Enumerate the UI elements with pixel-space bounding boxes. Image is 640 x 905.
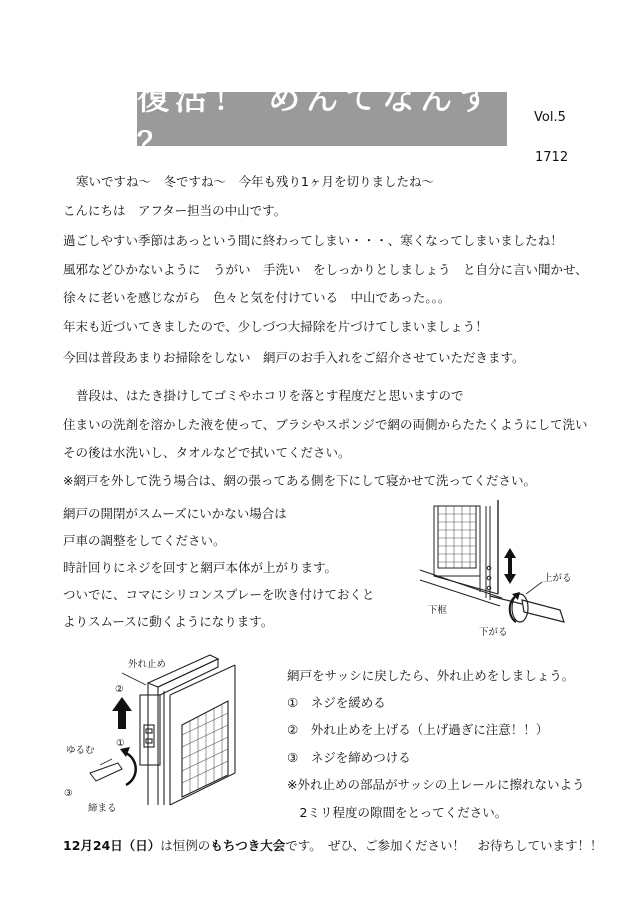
intro-line-1: 寒いですね～ 冬ですね～ 今年も残り1ヶ月を切りましたね～ xyxy=(76,174,434,189)
step1-marker: ① xyxy=(116,738,125,749)
page-title: 復活！ めんてなんす ？ xyxy=(137,79,497,163)
frame-label: 下框 xyxy=(428,605,448,616)
roller-adjustment-figure xyxy=(420,500,620,640)
stopper-note-1: ※外れ止めの部品がサッシの上レールに擦れないよう xyxy=(287,777,585,792)
issue-number: 1712 xyxy=(535,150,569,165)
roller-line-5: よりスムースに動くようになります。 xyxy=(63,614,274,629)
roller-line-3: 時計回りにネジを回すと網戸本体が上がります。 xyxy=(63,560,338,575)
cleaning-line-3: その後は水洗いし、タオルなどで拭いてください。 xyxy=(63,445,351,460)
roller-line-4: ついでに、コマにシリコンスプレーを吹き付けておくと xyxy=(63,587,375,602)
down-label: 下がる xyxy=(479,627,508,638)
year-end-line: 年末も近づいてきましたので、少しづつ大掃除を片づけてしまいましょう！ xyxy=(63,319,488,334)
volume-label: Vol.5 xyxy=(534,110,566,125)
title-banner xyxy=(137,79,507,163)
step3-marker: ③ xyxy=(64,788,73,799)
stopper-step-3: ③ ネジを締めつける xyxy=(287,750,411,765)
footer-text-2: です。 ぜひ、ご参加ください！ お待ちしています！！ xyxy=(285,838,603,853)
intro-line-3: 過ごしやすい季節はあっという間に終わってしまい・・・、寒くなってしまいましたね！ xyxy=(63,233,563,248)
cleaning-line-1: 普段は、はたき掛けしてゴミやホコリを落とす程度だと思いますので xyxy=(76,388,464,403)
footer-text-1: は恒例の xyxy=(160,838,211,853)
intro-line-2: こんにちは アフター担当の中山です。 xyxy=(63,203,287,218)
cleaning-line-4: ※網戸を外して洗う場合は、網の張ってある側を下にして寝かせて洗ってください。 xyxy=(63,473,536,488)
roller-line-1: 網戸の開閉がスムーズにいかない場合は xyxy=(63,506,287,521)
stopper-figure xyxy=(60,655,240,815)
stopper-note-2: 2ミリ程度の隙間をとってください。 xyxy=(287,805,508,820)
intro-line-5: 徐々に老いを感じながら 色々と気を付けている 中山であった。。。 xyxy=(63,290,451,305)
up-label: 上がる xyxy=(543,573,572,584)
topic-line: 今回は普段あまりお掃除をしない 網戸のお手入れをご紹介させていただきます。 xyxy=(63,350,525,365)
event-date: 12月24日（日） xyxy=(63,838,161,853)
event-name: もちつき大会 xyxy=(210,838,286,853)
tighten-label: 締まる xyxy=(88,803,117,814)
step2-marker: ② xyxy=(115,684,124,695)
stopper-label: 外れ止め xyxy=(128,659,167,670)
loosen-label: ゆるむ xyxy=(66,745,95,756)
intro-line-4: 風邪などひかないように うがい 手洗い をしっかりとしましょう と自分に言い聞かせ、 xyxy=(63,262,588,277)
roller-line-2: 戸車の調整をしてください。 xyxy=(63,533,226,548)
cleaning-line-2: 住まいの洗剤を溶かした液を使って、ブラシやスポンジで網の両側からたたくようにして洗い xyxy=(63,417,588,432)
footer-announcement xyxy=(63,836,602,854)
stopper-line-1: 網戸をサッシに戻したら、外れ止めをしましょう。 xyxy=(287,668,575,683)
stopper-step-1: ① ネジを緩める xyxy=(287,695,386,710)
stopper-step-2: ② 外れ止めを上げる（上げ過ぎに注意！！） xyxy=(287,722,549,737)
